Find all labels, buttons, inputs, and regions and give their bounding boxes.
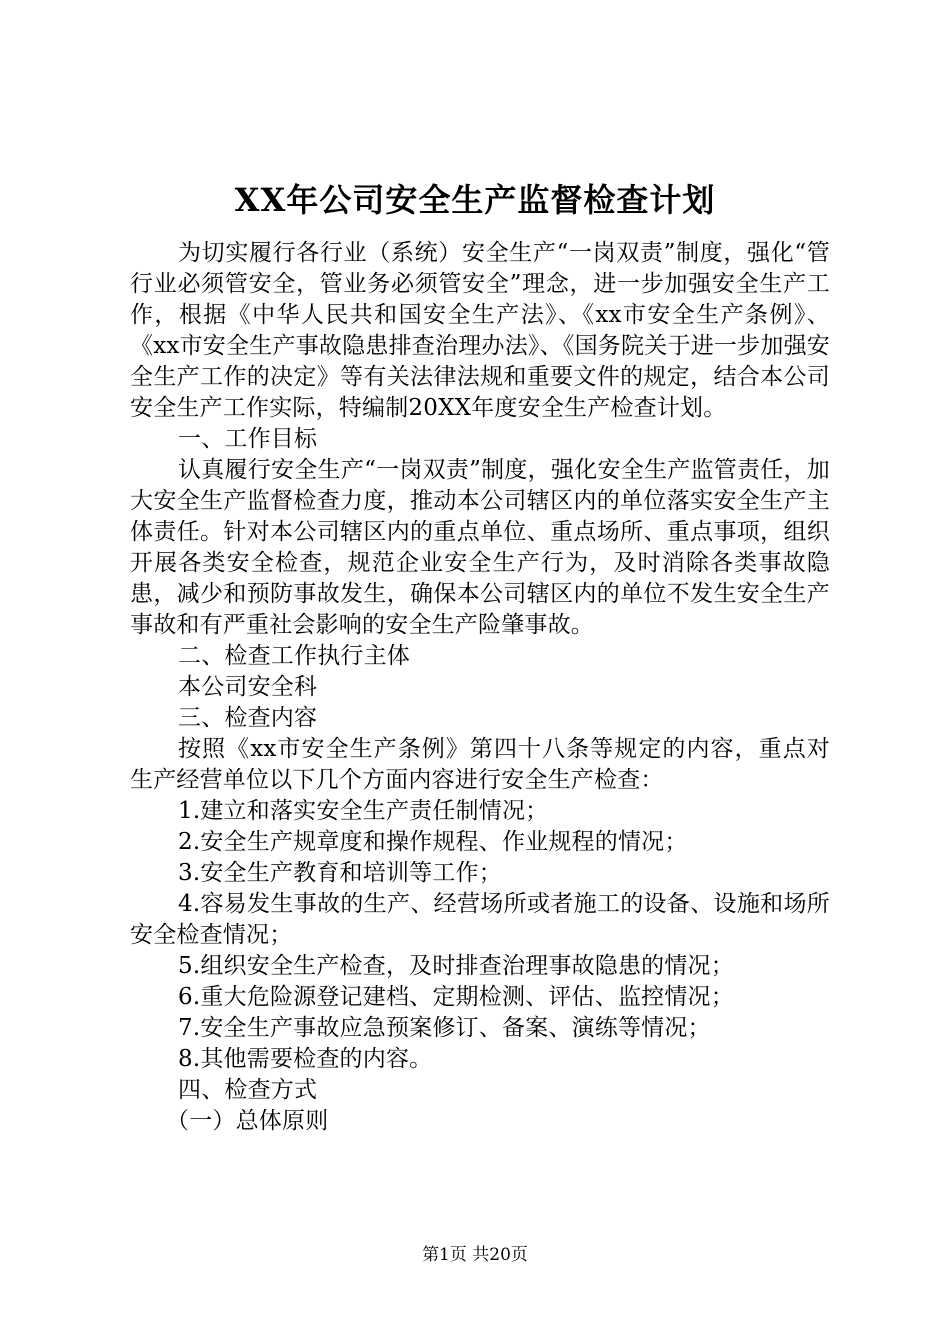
goals-paragraph: 认真履行安全生产“一岗双责”制度，强化安全生产监管责任，加大安全生产监督检查力度，推动本公司辖区内的单位落实安全生产主体责任。针对本公司辖区内的重点单位、重点场所、重点事项，组织开展各类安全检查，规范企业安全生产行为，及时消除各类事故隐患，减少和预防事故发生，确保本公司辖区内的单位不发生安全生产事故和有严重社会影响的安全生产险肇事故。 [130, 457, 830, 638]
list-item: 7.安全生产事故应急预案修订、备案、演练等情况； [178, 1015, 711, 1041]
list-item: 6.重大危险源登记建档、定期检测、评估、监控情况； [178, 984, 734, 1010]
section-heading-method: 四、检查方式 [178, 1077, 318, 1103]
executor-paragraph: 本公司安全科 [178, 674, 318, 700]
subsection-heading-principle: （一）总体原则 [166, 1108, 329, 1134]
list-item: 4.容易发生事故的生产、经营场所或者施工的设备、设施和场所安全检查情况； [130, 891, 830, 948]
list-item: 3.安全生产教育和培训等工作； [178, 860, 502, 886]
document-body [130, 238, 830, 1137]
section-heading-goals: 一、工作目标 [178, 426, 318, 452]
intro-paragraph: 为切实履行各行业（系统）安全生产“一岗双责”制度，强化“管行业必须管安全，管业务必须管安全”理念，进一步加强安全生产工作，根据《中华人民共和国安全生产法》、《xx市安全生产条例》、《xx市安全生产事故隐患排查治理办法》、《国务院关于进一步加强安全生产工作的决定》等有关法律法规和重要文件的规定，结合本公司安全生产工作实际，特编制20XX年度安全生产检查计划。 [130, 240, 830, 421]
section-heading-content: 三、检查内容 [178, 705, 318, 731]
list-item: 2.安全生产规章度和操作规程、作业规程的情况； [178, 829, 688, 855]
section-heading-executor: 二、检查工作执行主体 [178, 643, 410, 669]
document-title: XX年公司安全生产监督检查计划 [234, 181, 716, 219]
list-item: 5.组织安全生产检查，及时排查治理事故隐患的情况； [178, 953, 734, 979]
page-number-footer: 第1页 共20页 [422, 1245, 528, 1265]
content-paragraph: 按照《xx市安全生产条例》第四十八条等规定的内容，重点对生产经营单位以下几个方面内容进行安全生产检查： [130, 736, 830, 793]
list-item: 1.建立和落实安全生产责任制情况； [178, 798, 549, 824]
list-item: 8.其他需要检查的内容。 [178, 1046, 433, 1072]
